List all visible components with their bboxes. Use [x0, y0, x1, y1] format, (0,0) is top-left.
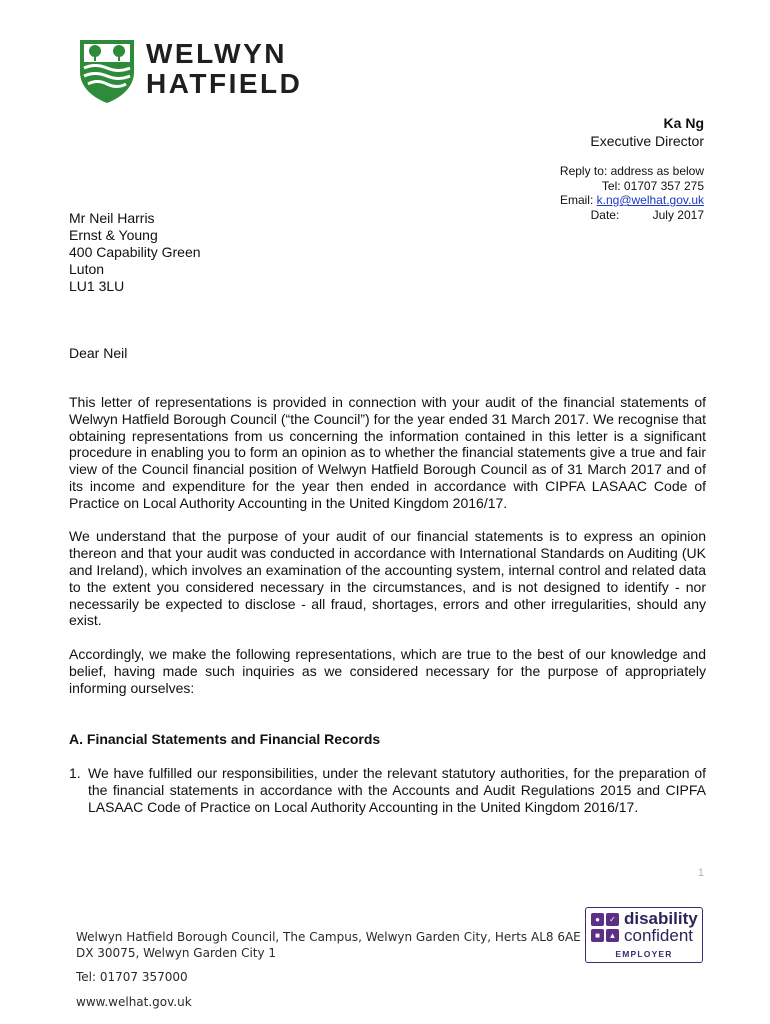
item-number: 1.: [69, 764, 81, 781]
paragraph-3: Accordingly, we make the following representations, which are true to the best of our knowledge and belief, having made such inquiries as we considered necessary for the purpose of appropriately informing ourselves:: [69, 645, 706, 696]
numbered-item-1: [69, 765, 706, 815]
logo-line-1: WELWYN: [146, 38, 287, 69]
email-label: Email:: [559, 193, 594, 207]
council-shield-icon: [78, 38, 136, 104]
recipient-postcode: LU1 3LU: [69, 278, 125, 294]
council-logo: [78, 38, 303, 106]
footer-address: [76, 930, 581, 1010]
logo-wordmark: [146, 39, 302, 99]
badge-employer-label: EMPLOYER: [615, 949, 673, 959]
contact-block: [560, 164, 704, 222]
badge-icons: [591, 913, 621, 945]
lock-icon: ■: [591, 929, 604, 942]
recipient-address: [69, 210, 201, 295]
recipient-name: Mr Neil Harris: [69, 210, 155, 226]
logo-line-2: HATFIELD: [146, 68, 303, 99]
sender-name: Ka Ng: [663, 115, 704, 131]
email-link[interactable]: k.ng@welhat.gov.uk: [596, 193, 704, 207]
footer-address-line: Welwyn Hatfield Borough Council, The Campus, Welwyn Garden City, Herts AL8 6AE: [76, 930, 581, 944]
paragraph-2: We understand that the purpose of your audit of our financial statements is to express an opinion thereon and that your audit was conducted in accordance with International Standards on Auditing (UK and Ireland), which involves an examination of the accounting system, internal control and related data to the extent you considered necessary in the circumstances, and is not designed to identify - nor necessarily be expected to disclose - all fraud, shortages, errors and other irregularities, should any exist.: [69, 528, 706, 629]
footer-tel: Tel: 01707 357000: [76, 970, 188, 984]
paragraph-1: This letter of representations is provided in connection with your audit of the financial statements of Welwyn Hatfield Borough Council (“the Council”) for the year ended 31 March 2017. We recognise that obtaining representations from us concerning the information contained in this letter is a significant procedure in enabling you to form an opinion as to whether the financial statements give a true and fair view of the Council financial position of Welwyn Hatfield Borough Council as of 31 March 2017 and of its income and expenditure for the year then ended in accordance with CIPFA LASAAC Code of Practice on Local Authority Accounting in the United Kingdom 2016/17.: [69, 394, 706, 511]
contact-tel: Tel: 01707 357 275: [601, 178, 704, 193]
disability-confident-badge: [585, 907, 703, 963]
sender-title: Executive Director: [590, 133, 704, 149]
sender-block: [590, 114, 704, 150]
date-label: Date:: [590, 207, 620, 222]
reply-to: Reply to: address as below: [559, 164, 704, 178]
contact-date-line: [560, 208, 704, 223]
contact-email-line: [560, 193, 704, 208]
person-icon: ▲: [606, 929, 619, 942]
item-text: We have fulfilled our responsibilities, under the relevant statutory authorities, for the preparation of the financial statements in accordance with the Accounts and Audit Regulations 2015 and CIPFA LASAAC Code of Practice on Local Authority Accounting in the United Kingdom 2016/17.: [88, 764, 706, 815]
footer-web: www.welhat.gov.uk: [76, 994, 192, 1009]
recipient-street: 400 Capability Green: [69, 244, 201, 260]
badge-line-1: disability: [624, 909, 698, 928]
footer-dx: DX 30075, Welwyn Garden City 1: [76, 945, 277, 960]
recipient-city: Luton: [69, 261, 105, 277]
people-icon: ●: [591, 913, 604, 926]
salutation: Dear Neil: [69, 345, 128, 361]
date-value: July 2017: [652, 207, 704, 222]
page-number: 1: [697, 867, 704, 879]
section-heading: A. Financial Statements and Financial Records: [69, 731, 381, 748]
recipient-company: Ernst & Young: [69, 227, 158, 243]
badge-line-2: confident: [624, 926, 693, 945]
letter-body: [69, 394, 706, 815]
check-icon: ✓: [606, 913, 619, 926]
